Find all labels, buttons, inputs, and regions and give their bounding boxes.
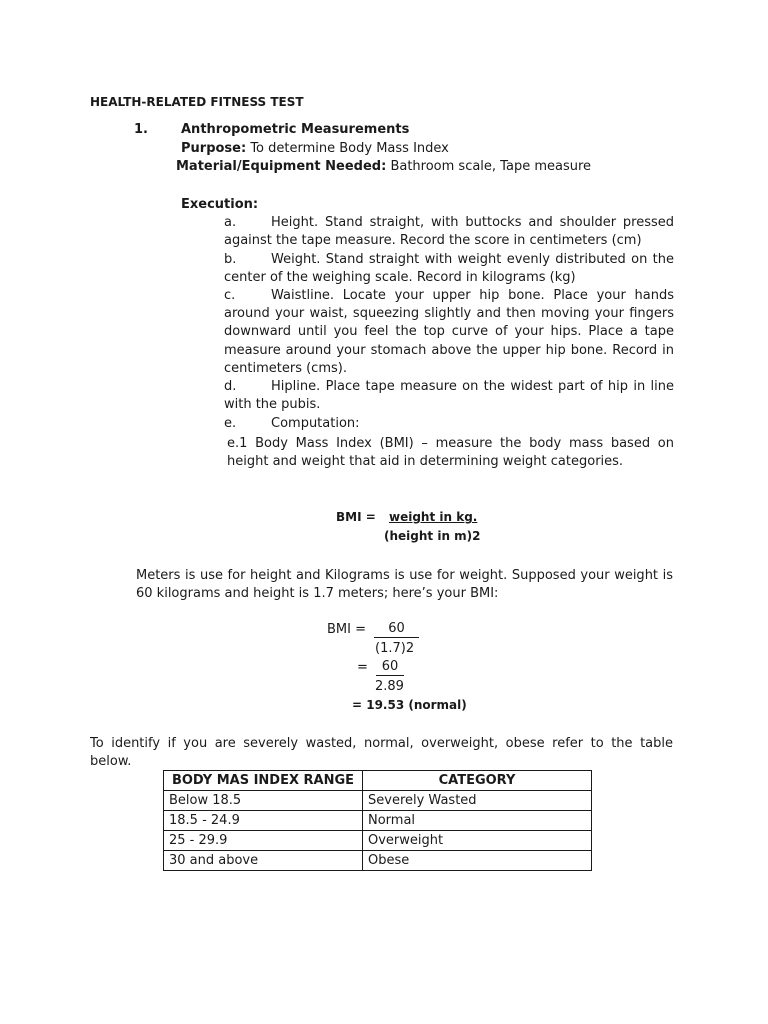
purpose-line <box>181 140 449 158</box>
table-cell: 25 - 29.9 <box>164 831 363 851</box>
table-header: BODY MAS INDEX RANGE <box>164 771 363 791</box>
formula-denominator: (height in m)2 <box>384 529 481 543</box>
example-denominator-1: (1.7)2 <box>375 641 415 656</box>
execution-item-b <box>224 251 674 287</box>
example-bmi-label: BMI = <box>327 622 366 637</box>
item-label: a. <box>224 215 237 230</box>
formula-numerator: weight in kg. <box>389 510 478 524</box>
table-intro: To identify if you are severely wasted, normal, overweight, obese refer to the table below. <box>90 736 673 770</box>
section-number: 1. <box>134 122 148 137</box>
table-cell: Obese <box>363 851 592 871</box>
example-numerator-2: 60 <box>376 659 404 676</box>
document-title: HEALTH-RELATED FITNESS TEST <box>90 95 304 109</box>
table-cell: 30 and above <box>164 851 363 871</box>
item-rest: with the pubis. <box>224 397 321 413</box>
execution-item-e <box>224 415 674 433</box>
table-row <box>164 831 592 851</box>
item-rest: against the tape measure. Record the score in centimeters (cm) <box>224 233 642 249</box>
example-result: = 19.53 (normal) <box>352 698 467 712</box>
execution-item-a <box>224 214 674 250</box>
item-lead: Hipline. Place tape measure on the widest part of hip in line <box>271 379 674 394</box>
table-cell: Overweight <box>363 831 592 851</box>
bmi-table <box>163 770 592 871</box>
table-header: CATEGORY <box>363 771 592 791</box>
table-row <box>164 791 592 811</box>
item-lead: Computation: <box>271 416 360 431</box>
example-denominator-2: 2.89 <box>375 679 404 694</box>
item-label: b. <box>224 252 237 267</box>
table-cell: Below 18.5 <box>164 791 363 811</box>
item-rest: center of the weighing scale. Record in kilograms (kg) <box>224 270 576 286</box>
table-row <box>164 811 592 831</box>
table-cell: 18.5 - 24.9 <box>164 811 363 831</box>
item-label: e. <box>224 416 237 431</box>
execution-label: Execution: <box>181 197 259 212</box>
item-label: c. <box>224 288 236 303</box>
item-lead: Height. Stand straight, with buttocks and shoulder pressed <box>271 215 674 230</box>
item-lead: Weight. Stand straight with weight evenly distributed on the <box>271 252 674 267</box>
example-equals: = <box>357 660 368 675</box>
section-title: Anthropometric Measurements <box>181 122 410 137</box>
material-text: Bathroom scale, Tape measure <box>390 159 592 174</box>
example-numerator-1: 60 <box>374 621 419 638</box>
table-cell: Normal <box>363 811 592 831</box>
material-line <box>176 158 591 176</box>
example-text: Meters is use for height and Kilograms is use for weight. Supposed your weight is 60 kilograms and height is 1.7 meters; here’s your BMI: <box>136 568 673 602</box>
item-label: d. <box>224 379 237 394</box>
purpose-text: To determine Body Mass Index <box>250 141 449 156</box>
purpose-label: Purpose: <box>181 141 247 156</box>
execution-item-d <box>224 378 674 414</box>
material-label: Material/Equipment Needed: <box>176 159 387 174</box>
computation-subitem: e.1 Body Mass Index (BMI) – measure the body mass based on height and weight that aid in determining weight categories. <box>227 436 674 470</box>
item-lead: Waistline. Locate your upper hip bone. Place your hands <box>271 288 674 303</box>
table-cell: Severely Wasted <box>363 791 592 811</box>
table-row <box>164 851 592 871</box>
formula-label: BMI = <box>336 510 376 524</box>
item-rest: around your waist, squeezing slightly and then moving your fingers downward until you feel the top curve of your hips. Place a tape measure around your stomach above the upper hip bone. Record in centimeters (cms). <box>224 306 674 376</box>
table-header-row <box>164 771 592 791</box>
execution-item-c <box>224 287 674 378</box>
